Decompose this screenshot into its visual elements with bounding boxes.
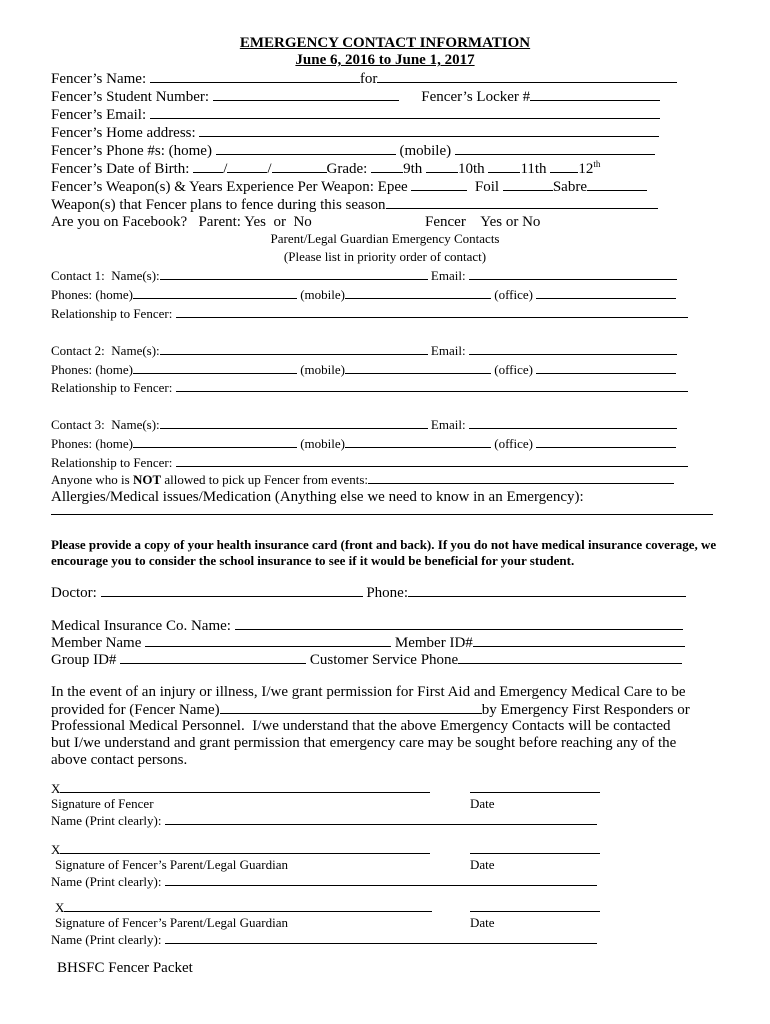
signature-2-print-row	[51, 873, 597, 890]
insurance-co-row	[51, 617, 683, 635]
signature-1-label: Signature of Fencer	[51, 796, 154, 811]
customer-service-field[interactable]	[458, 651, 682, 664]
signature-3-date-line[interactable]	[470, 911, 600, 912]
foil-label: Foil	[474, 179, 500, 195]
signature-2-print-field[interactable]	[165, 873, 597, 886]
contact-3-email-field[interactable]	[469, 416, 677, 429]
contact-2-email-label: Email:	[430, 343, 466, 358]
doctor-phone-label: Phone:	[366, 585, 408, 601]
not-allowed-row	[51, 471, 674, 488]
contact-2-relationship-field[interactable]	[176, 379, 688, 392]
contact-1-office-label: (office)	[494, 287, 533, 302]
group-row	[51, 651, 682, 669]
doctor-row	[51, 584, 686, 602]
consent-line-2-start: provided for (Fencer Name)	[51, 702, 220, 718]
signature-3-date-label: Date	[470, 915, 495, 930]
member-name-label: Member Name	[51, 635, 142, 651]
footer-text: BHSFC Fencer Packet	[57, 960, 193, 976]
fencer-mobile-field[interactable]	[455, 142, 655, 155]
not-allowed-emphasis: NOT	[132, 472, 162, 487]
member-row	[51, 634, 685, 652]
student-number-field[interactable]	[213, 88, 399, 101]
contact-1-name-label: Contact 1: Name(s):	[51, 268, 160, 283]
contact-3-name-row	[51, 416, 677, 433]
contact-2-name-row	[51, 342, 677, 359]
contact-1-name-row	[51, 267, 677, 284]
consent-line-1: In the event of an injury or illness, I/we grant permission for First Aid and Emergency Medical Care to be	[51, 684, 686, 700]
contact-2-name-label: Contact 2: Name(s):	[51, 343, 160, 358]
contact-2-mobile-label: (mobile)	[300, 362, 345, 377]
fencer-email-field[interactable]	[150, 106, 660, 119]
contact-1-office-field[interactable]	[536, 286, 676, 299]
form-dates: June 6, 2016 to June 1, 2017	[295, 52, 475, 68]
contact-2-relationship-label: Relationship to Fencer:	[51, 380, 173, 395]
contact-3-email-label: Email:	[430, 417, 466, 432]
signature-3-print-field[interactable]	[165, 931, 597, 944]
contact-1-mobile-label: (mobile)	[300, 287, 345, 302]
grade-10-field[interactable]	[426, 160, 458, 173]
contact-1-home-label: Phones: (home)	[51, 287, 133, 302]
season-weapons-label: Weapon(s) that Fencer plans to fence during this season	[51, 197, 386, 213]
weapon-label: Fencer’s Weapon(s) & Years Experience Per Weapon: Epee	[51, 179, 408, 195]
grade-12-label: 12	[578, 161, 594, 177]
contact-3-relationship-label: Relationship to Fencer:	[51, 455, 173, 470]
signature-2-print-label: Name (Print clearly):	[51, 874, 162, 889]
sabre-field[interactable]	[587, 178, 647, 191]
signature-2-line[interactable]	[60, 853, 430, 854]
grade-10-label: 10th	[458, 161, 485, 177]
contact-3-name-field[interactable]	[160, 416, 428, 429]
signature-1-print-field[interactable]	[165, 812, 597, 825]
not-allowed-text: Anyone who is	[51, 472, 133, 487]
contact-3-office-label: (office)	[494, 436, 533, 451]
insurance-notice: Please provide a copy of your health insurance card (front and back). If you do not have medical insurance coverage, we encourage you to consider the school insurance to see if it would be beneficial for your student.	[51, 537, 717, 568]
dob-month-field[interactable]	[193, 160, 223, 173]
fencer-phone-row	[51, 142, 655, 160]
signature-3-label: Signature of Fencer’s Parent/Legal Guardian	[55, 915, 288, 930]
contact-3-mobile-field[interactable]	[345, 435, 491, 448]
fencer-for-field[interactable]	[377, 70, 677, 83]
contact-2-home-label: Phones: (home)	[51, 362, 133, 377]
grade-11-field[interactable]	[488, 160, 520, 173]
sabre-label: Sabre	[552, 179, 587, 195]
facebook-fencer-label: Fencer Yes or No	[425, 214, 541, 230]
weapon-row	[51, 178, 647, 196]
contact-2-phones-row	[51, 361, 676, 378]
contact-1-name-field[interactable]	[160, 267, 428, 280]
contact-3-office-field[interactable]	[536, 435, 676, 448]
signature-1-date-label: Date	[470, 796, 495, 811]
consent-line-4: but I/we understand and grant permission that emergency care may be sought before reaching any of the	[51, 735, 677, 751]
member-name-field[interactable]	[145, 634, 391, 647]
season-weapons-row	[51, 196, 658, 214]
signature-3-line[interactable]	[64, 911, 432, 912]
contact-1-email-label: Email:	[430, 268, 466, 283]
consent-fencer-name-field[interactable]	[220, 701, 482, 714]
grade-11-label: 11th	[520, 161, 547, 177]
dob-year-field[interactable]	[272, 160, 327, 173]
guardian-heading: Parent/Legal Guardian Emergency Contacts	[270, 231, 500, 246]
grade-9-label: 9th	[403, 161, 423, 177]
group-id-label: Group ID#	[51, 652, 117, 668]
signature-3-print-row	[51, 931, 597, 948]
contact-1-mobile-field[interactable]	[345, 286, 491, 299]
contact-2-name-field[interactable]	[160, 342, 428, 355]
contact-1-relationship-label: Relationship to Fencer:	[51, 306, 173, 321]
contact-2-home-field[interactable]	[133, 361, 297, 374]
contact-1-phones-row	[51, 286, 676, 303]
dob-separator: /	[223, 161, 228, 177]
signature-3-x: X	[55, 900, 65, 915]
contact-1-relationship-field[interactable]	[176, 305, 688, 318]
doctor-field[interactable]	[101, 584, 363, 597]
student-number-row	[51, 88, 660, 106]
customer-service-label: Customer Service Phone	[309, 652, 459, 668]
grade-label: Grade:	[326, 161, 368, 177]
facebook-parent-label: Are you on Facebook? Parent: Yes or No	[51, 214, 312, 230]
dob-day-field[interactable]	[227, 160, 267, 173]
foil-field[interactable]	[503, 178, 553, 191]
signature-2-date-label: Date	[470, 857, 495, 872]
signature-1-date-line[interactable]	[470, 792, 600, 793]
for-label: for	[359, 71, 378, 87]
dob-grade-row	[51, 160, 600, 178]
contact-2-office-field[interactable]	[536, 361, 676, 374]
consent-line-3: Professional Medical Personnel. I/we understand that the above Emergency Contacts will be contacted	[51, 718, 671, 734]
facebook-row	[51, 214, 312, 231]
fencer-email-label: Fencer’s Email:	[51, 107, 147, 123]
signature-1-line[interactable]	[60, 792, 430, 793]
insurance-co-label: Medical Insurance Co. Name:	[51, 618, 231, 634]
contact-2-office-label: (office)	[494, 362, 533, 377]
grade-12-suffix: th	[593, 159, 601, 169]
contact-3-name-label: Contact 3: Name(s):	[51, 417, 160, 432]
signature-2-x: X	[51, 842, 61, 857]
consent-line-2-end: by Emergency First Responders or	[481, 702, 690, 718]
contact-1-email-field[interactable]	[469, 267, 677, 280]
insurance-co-field[interactable]	[235, 617, 683, 630]
contact-2-email-field[interactable]	[469, 342, 677, 355]
fencer-name-field[interactable]	[150, 70, 360, 83]
student-number-label: Fencer’s Student Number:	[51, 89, 210, 105]
allergies-field[interactable]	[51, 514, 713, 515]
signature-1-x: X	[51, 781, 61, 796]
signature-2-label: Signature of Fencer’s Parent/Legal Guardian	[55, 857, 288, 872]
locker-label: Fencer’s Locker #	[421, 89, 531, 105]
doctor-label: Doctor:	[51, 585, 97, 601]
contact-3-phones-row	[51, 435, 676, 452]
grade-9-field[interactable]	[371, 160, 403, 173]
signature-1-print-label: Name (Print clearly):	[51, 813, 162, 828]
fencer-name-row	[51, 70, 677, 88]
contact-2-relationship-row	[51, 379, 688, 396]
contact-3-home-field[interactable]	[133, 435, 297, 448]
signature-2-date-line[interactable]	[470, 853, 600, 854]
form-title: EMERGENCY CONTACT INFORMATION	[239, 35, 531, 51]
home-address-label: Fencer’s Home address:	[51, 125, 196, 141]
fencer-name-label: Fencer’s Name:	[51, 71, 147, 87]
member-id-field[interactable]	[473, 634, 685, 647]
contact-2-mobile-field[interactable]	[345, 361, 491, 374]
member-id-label: Member ID#	[394, 635, 473, 651]
group-id-field[interactable]	[120, 651, 306, 664]
contact-1-home-field[interactable]	[133, 286, 297, 299]
grade-12-field[interactable]	[550, 160, 578, 173]
guardian-subheading: (Please list in priority order of contact)	[283, 249, 487, 264]
email-row	[51, 106, 660, 124]
home-address-field[interactable]	[199, 124, 659, 137]
dob-separator: /	[267, 161, 272, 177]
contact-3-home-label: Phones: (home)	[51, 436, 133, 451]
consent-line-5: above contact persons.	[51, 752, 188, 768]
contact-3-relationship-field[interactable]	[176, 454, 688, 467]
contact-1-relationship-row	[51, 305, 688, 322]
locker-field[interactable]	[530, 88, 660, 101]
fencer-mobile-label: (mobile)	[399, 143, 452, 159]
season-weapons-field[interactable]	[386, 196, 658, 209]
allergies-label: Allergies/Medical issues/Medication (Anything else we need to know in an Emergency):	[51, 489, 584, 505]
contact-3-relationship-row	[51, 454, 688, 471]
fencer-phone-home-label: Fencer’s Phone #s: (home)	[51, 143, 212, 159]
signature-3-print-label: Name (Print clearly):	[51, 932, 162, 947]
home-address-row	[51, 124, 659, 142]
consent-line-2	[51, 701, 690, 719]
not-allowed-field[interactable]	[368, 471, 674, 484]
signature-1-print-row	[51, 812, 597, 829]
epee-field[interactable]	[411, 178, 467, 191]
contact-3-mobile-label: (mobile)	[300, 436, 345, 451]
not-allowed-text-end: allowed to pick up Fencer from events:	[161, 472, 368, 487]
fencer-phone-home-field[interactable]	[216, 142, 396, 155]
doctor-phone-field[interactable]	[408, 584, 686, 597]
dob-label: Fencer’s Date of Birth:	[51, 161, 190, 177]
